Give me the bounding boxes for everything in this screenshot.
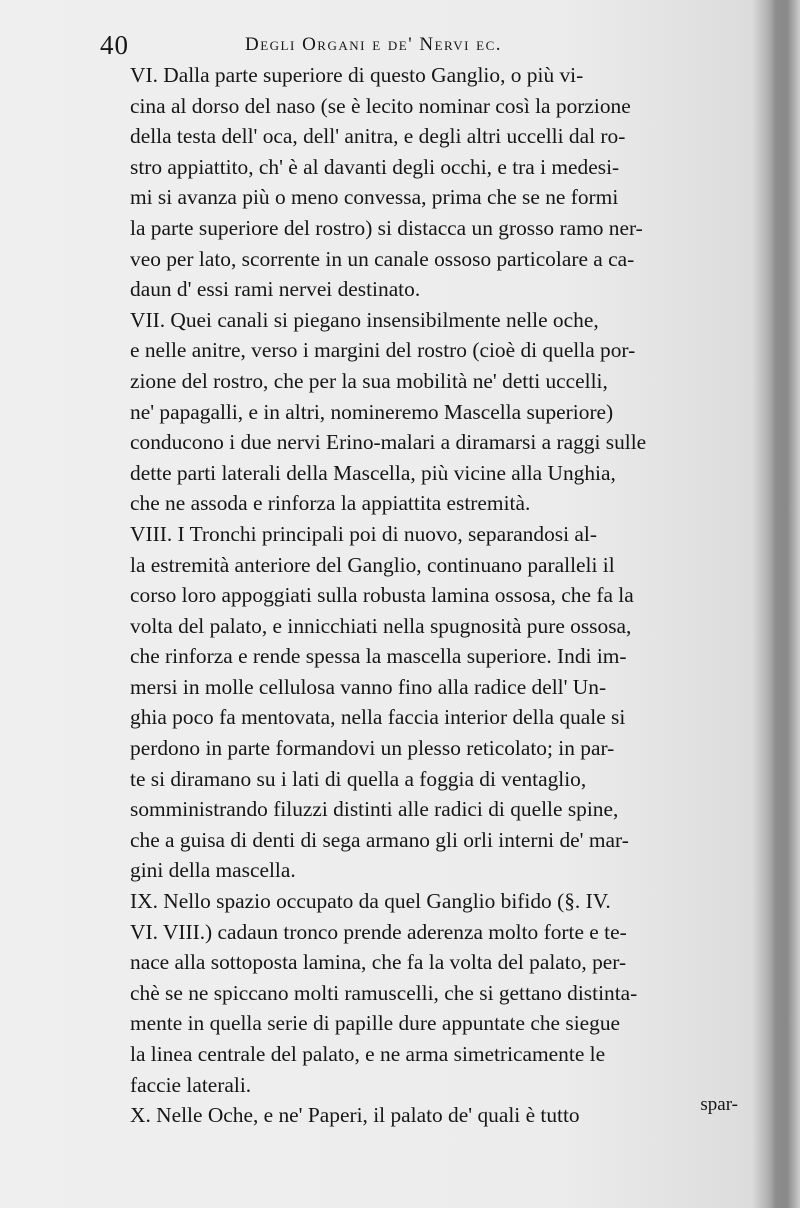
text-line: e nelle anitre, verso i margini del rostro (cioè di quella por- — [130, 338, 636, 363]
text-line: mi si avanza più o meno convessa, prima che se ne formi — [130, 185, 619, 210]
paragraph-x — [82, 1100, 760, 1131]
text-line: chè se ne spiccano molti ramuscelli, che si gettano distinta- — [130, 980, 638, 1005]
text-line: perdono in parte formandovi un plesso reticolato; in par- — [130, 736, 615, 761]
text-line: X. Nelle Oche, e ne' Paperi, il palato de' quali è tutto — [130, 1103, 580, 1128]
text-line: zione del rostro, che per la sua mobilità ne' detti uccelli, — [130, 368, 608, 393]
text-line: IX. Nello spazio occupato da quel Ganglio bifido (§. IV. — [130, 889, 611, 914]
paragraph-viii — [82, 519, 760, 886]
text-line: la estremità anteriore del Ganglio, continuano paralleli il — [130, 552, 615, 577]
text-line: VI. VIII.) cadaun tronco prende aderenza molto forte e te- — [130, 919, 627, 944]
running-head: Degli Organi e de' Nervi ec. — [245, 34, 503, 55]
page-header — [100, 30, 700, 64]
catchword: spar- — [700, 1094, 738, 1115]
text-line: volta del palato, e innicchiati nella spugnosità pure ossosa, — [130, 613, 632, 638]
text-line: ne' papagalli, e in altri, nomineremo Mascella superiore) — [130, 399, 614, 424]
text-line: VI. Dalla parte superiore di questo Ganglio, o più vi- — [130, 63, 584, 87]
text-line: conducono i due nervi Erino-malari a diramarsi a raggi sulle — [130, 430, 647, 455]
text-line: ghia poco fa mentovata, nella faccia interior della quale si — [130, 705, 626, 730]
text-line: corso loro appoggiati sulla robusta lamina ossosa, che fa la — [130, 583, 634, 608]
text-line: te si diramano su i lati di quella a foggia di ventaglio, — [130, 766, 587, 791]
text-line: somministrando filuzzi distinti alle radici di quelle spine, — [130, 797, 619, 822]
text-line: mente in quella serie di papille dure appuntate che siegue — [130, 1011, 621, 1036]
text-line: la linea centrale del palato, e ne arma simetricamente le — [130, 1042, 606, 1066]
paragraph-vii — [82, 305, 760, 519]
text-line: che rinforza e rende spessa la mascella superiore. Indi im- — [130, 644, 627, 669]
text-line: VIII. I Tronchi principali poi di nuovo, separandosi al- — [130, 521, 597, 546]
text-line: mersi in molle cellulosa vanno fino alla radice dell' Un- — [130, 674, 607, 699]
text-line: che a guisa di denti di sega armano gli orli interni de' mar- — [130, 827, 629, 852]
text-line: che ne assoda e rinforza la appiattita estremità. — [130, 491, 531, 516]
paragraph-vi — [82, 60, 760, 305]
text-line: faccie laterali. — [130, 1072, 252, 1097]
text-line: la parte superiore del rostro) si distacca un grosso ramo ner- — [130, 215, 643, 240]
text-line: veo per lato, scorrente in un canale ossoso particolare a ca- — [130, 246, 635, 271]
body-text — [82, 60, 760, 1131]
text-line: cina al dorso del naso (se è lecito nominar così la porzione — [130, 93, 631, 118]
text-line: della testa dell' oca, dell' anitra, e degli altri uccelli dal ro- — [130, 124, 626, 149]
text-line: dette parti laterali della Mascella, più vicine alla Unghia, — [130, 460, 616, 485]
text-line: gini della mascella. — [130, 858, 296, 883]
text-line: nace alla sottoposta lamina, che fa la volta del palato, per- — [130, 950, 627, 975]
page-edge-shadow — [770, 0, 800, 1208]
paragraph-ix — [82, 886, 760, 1100]
page-number: 40 — [100, 30, 129, 60]
text-line: stro appiattito, ch' è al davanti degli occhi, e tra i medesi- — [130, 154, 620, 179]
text-line: VII. Quei canali si piegano insensibilmente nelle oche, — [130, 307, 599, 332]
text-line: daun d' essi rami nervei destinato. — [130, 277, 421, 302]
